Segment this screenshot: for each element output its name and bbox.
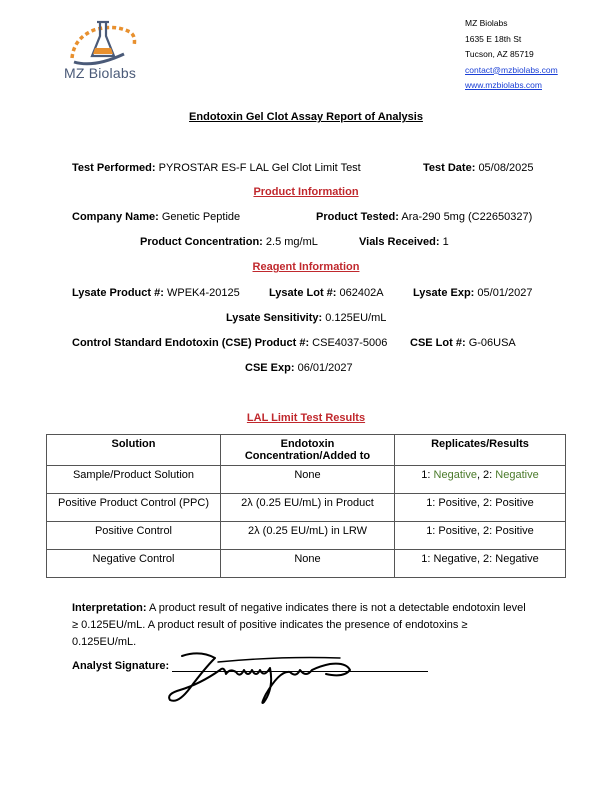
cse-product-label: Control Standard Endotoxin (CSE) Product #: [72,337,310,349]
test-performed-label: Test Performed: [72,162,156,174]
test-performed-value: PYROSTAR ES-F LAL Gel Clot Limit Test [158,162,361,174]
cell-result: 1: Negative, 2: Negative [395,550,566,578]
cell-result [395,466,566,494]
results-heading: LAL Limit Test Results [246,412,366,424]
product-tested [316,211,532,223]
report-title: Endotoxin Gel Clot Assay Report of Analysis [189,111,423,123]
cse-lot-label: CSE Lot #: [410,337,466,349]
address-line: Tucson, AZ 85719 [465,49,534,59]
results-table [46,434,566,578]
column-header-results: Replicates/Results [395,435,566,466]
lysate-exp-value: 05/01/2027 [477,287,533,299]
cell-concentration: 2λ (0.25 EU/mL) in Product [221,494,395,522]
sensitivity-value: 0.125EU/mL [325,312,387,324]
email-link[interactable]: contact@mzbiolabs.com [465,64,558,75]
vials-received [359,236,449,248]
cell-concentration: None [221,550,395,578]
vials-value: 1 [442,236,449,248]
lysate-product [72,287,240,299]
product-info-heading: Product Information [253,186,359,198]
concentration-label: Product Concentration: [140,236,263,248]
address-line: 1635 E 18th St [465,33,522,44]
test-date-label: Test Date: [423,162,476,174]
test-performed [72,162,361,174]
product-tested-label: Product Tested: [316,211,399,223]
cse-exp [245,362,353,374]
lysate-exp [413,287,532,299]
cse-exp-label: CSE Exp: [245,362,295,374]
lab-address [465,16,558,94]
cse-lot-value: G-06USA [468,337,516,349]
cell-result: 1: Positive, 2: Positive [395,494,566,522]
cell-concentration: 2λ (0.25 EU/mL) in LRW [221,522,395,550]
interpretation-label: Interpretation: [72,602,147,614]
cell-concentration: None [221,466,395,494]
signature-label: Analyst Signature: [72,660,170,672]
cell-solution: Negative Control [47,550,221,578]
cell-solution: Positive Product Control (PPC) [47,494,221,522]
company-value: Genetic Peptide [161,211,241,223]
lysate-sensitivity [226,312,386,324]
lysate-product-value: WPEK4-20125 [166,287,240,299]
result-negative: Negative [433,469,477,481]
cell-result: 1: Positive, 2: Positive [395,522,566,550]
cse-product-value: CSE4037-5006 [312,337,388,349]
website-link[interactable]: www.mzbiolabs.com [465,80,542,90]
interpretation-text: A product result of negative indicates there is not a detectable endotoxin level ≥ 0.125EU/mL. A product result of positive indicates the presence of endotoxins ≥ 0.125EU/mL. [72,602,526,648]
interpretation [72,600,532,651]
table-header-row [47,435,566,466]
handwritten-signature [160,648,360,708]
result-separator: , 2: [476,469,496,481]
cse-product [72,337,387,349]
sensitivity-label: Lysate Sensitivity: [226,312,323,324]
company-label: Company Name: [72,211,159,223]
table-row [47,466,566,494]
cse-lot [410,337,516,349]
table-row [47,550,566,578]
vials-label: Vials Received: [359,236,440,248]
cell-solution: Sample/Product Solution [47,466,221,494]
cell-solution: Positive Control [47,522,221,550]
product-concentration [140,236,318,248]
table-row [47,494,566,522]
lysate-lot-value: 062402A [339,287,384,299]
lysate-lot-label: Lysate Lot #: [269,287,337,299]
address-line: MZ Biolabs [465,18,508,28]
column-header-concentration: Endotoxin Concentration/Added to [221,435,395,466]
column-header-solution: Solution [47,435,221,466]
lysate-lot [269,287,384,299]
table-row [47,522,566,550]
product-tested-value: Ara-290 5mg (C22650327) [401,211,533,223]
lysate-exp-label: Lysate Exp: [413,287,475,299]
test-date-value: 05/08/2025 [478,162,534,174]
concentration-value: 2.5 mg/mL [265,236,318,248]
result-prefix: 1: [421,469,434,481]
cse-exp-value: 06/01/2027 [297,362,353,374]
logo-text: MZ Biolabs [64,65,137,81]
company-name [72,211,240,223]
test-date [423,162,534,174]
lysate-product-label: Lysate Product #: [72,287,164,299]
result-negative: Negative [495,469,539,481]
reagent-info-heading: Reagent Information [252,261,360,273]
